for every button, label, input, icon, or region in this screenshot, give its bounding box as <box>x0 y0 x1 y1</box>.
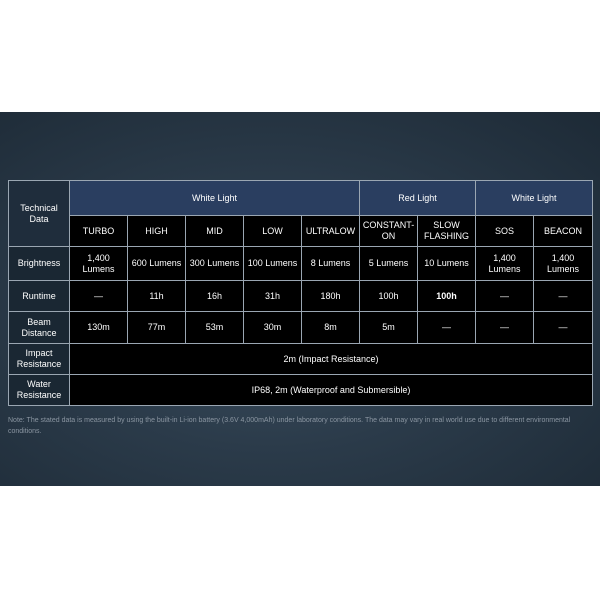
row-label-runtime: Runtime <box>9 281 70 312</box>
group-header-white-light: White Light <box>70 181 360 216</box>
brightness-cell: 8 Lumens <box>302 247 360 281</box>
beam-cell: — <box>476 312 534 344</box>
runtime-cell: 100h <box>418 281 476 312</box>
spec-table <box>8 180 593 406</box>
mode-header: MID <box>186 216 244 247</box>
brightness-cell: 1,400 Lumens <box>476 247 534 281</box>
mode-header: SOS <box>476 216 534 247</box>
footnote: Note: The stated data is measured by using the built-in Li-ion battery (3.6V 4,000mAh) under laboratory conditions. The data may vary in real world use due to different environmental conditions. <box>8 417 571 435</box>
mode-header: SLOW FLASHING <box>418 216 476 247</box>
brightness-cell: 100 Lumens <box>244 247 302 281</box>
mode-header: BEACON <box>534 216 593 247</box>
row-label-beam-distance: Beam Distance <box>9 312 70 344</box>
corner-header: Technical Data <box>9 181 70 247</box>
row-label-water-resistance: Water Resistance <box>9 375 70 406</box>
runtime-cell: 31h <box>244 281 302 312</box>
runtime-cell: 100h <box>360 281 418 312</box>
runtime-cell: — <box>534 281 593 312</box>
beam-cell: — <box>534 312 593 344</box>
water-resistance-value: IP68, 2m (Waterproof and Submersible) <box>70 375 593 406</box>
brightness-cell: 300 Lumens <box>186 247 244 281</box>
beam-cell: 53m <box>186 312 244 344</box>
runtime-cell: 180h <box>302 281 360 312</box>
group-header-red-light: Red Light <box>360 181 476 216</box>
row-label-impact-resistance: Impact Resistance <box>9 344 70 375</box>
beam-cell: 77m <box>128 312 186 344</box>
brightness-cell: 600 Lumens <box>128 247 186 281</box>
mode-header: ULTRALOW <box>302 216 360 247</box>
beam-cell: 30m <box>244 312 302 344</box>
mode-header: TURBO <box>70 216 128 247</box>
beam-cell: 5m <box>360 312 418 344</box>
mode-header: LOW <box>244 216 302 247</box>
row-label-brightness: Brightness <box>9 247 70 281</box>
impact-resistance-value: 2m (Impact Resistance) <box>70 344 593 375</box>
mode-header: CONSTANT-ON <box>360 216 418 247</box>
runtime-cell: 16h <box>186 281 244 312</box>
group-header-white-light-2: White Light <box>476 181 593 216</box>
brightness-cell: 5 Lumens <box>360 247 418 281</box>
beam-cell: 130m <box>70 312 128 344</box>
brightness-cell: 1,400 Lumens <box>534 247 593 281</box>
runtime-cell: — <box>476 281 534 312</box>
mode-header: HIGH <box>128 216 186 247</box>
brightness-cell: 1,400 Lumens <box>70 247 128 281</box>
runtime-cell: 11h <box>128 281 186 312</box>
brightness-cell: 10 Lumens <box>418 247 476 281</box>
beam-cell: — <box>418 312 476 344</box>
beam-cell: 8m <box>302 312 360 344</box>
runtime-cell: — <box>70 281 128 312</box>
